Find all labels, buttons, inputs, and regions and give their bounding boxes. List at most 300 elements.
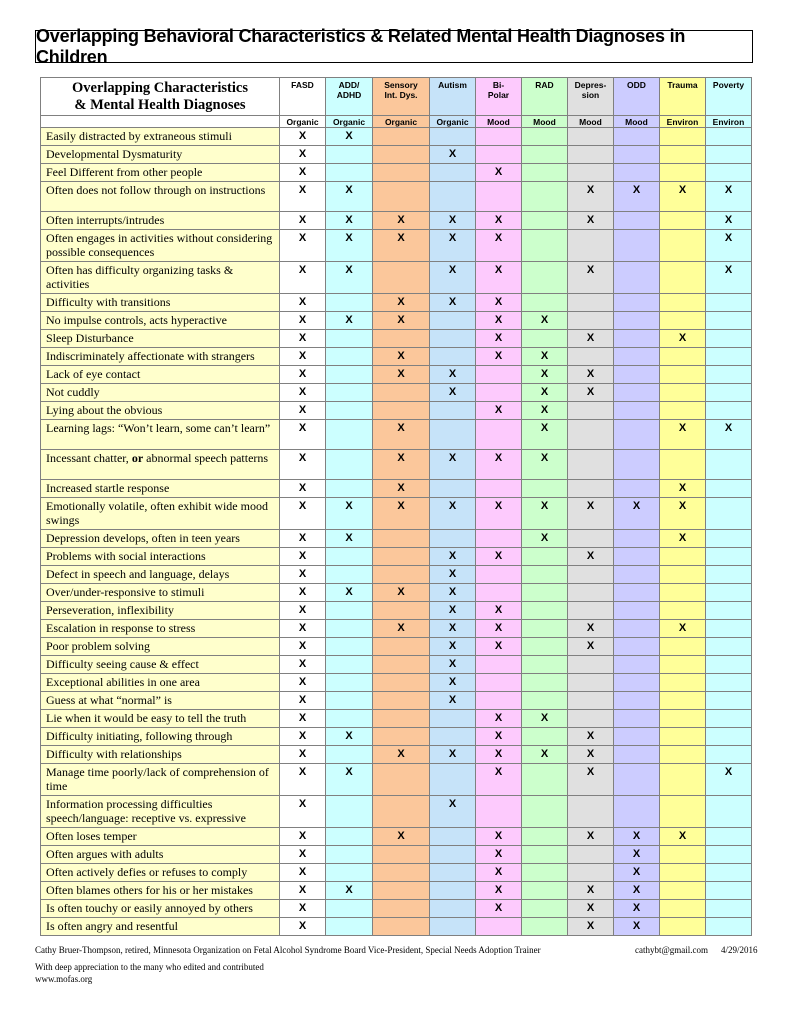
empty-cell bbox=[660, 548, 706, 566]
empty-cell bbox=[373, 602, 430, 620]
empty-cell bbox=[430, 530, 476, 548]
empty-cell bbox=[476, 384, 522, 402]
x-mark: X bbox=[568, 262, 614, 294]
empty-cell bbox=[326, 294, 373, 312]
empty-cell bbox=[568, 602, 614, 620]
x-mark: X bbox=[568, 366, 614, 384]
empty-cell bbox=[614, 146, 660, 164]
x-mark: X bbox=[430, 674, 476, 692]
x-mark: X bbox=[522, 530, 568, 548]
empty-cell bbox=[476, 366, 522, 384]
empty-cell bbox=[706, 864, 752, 882]
x-mark: X bbox=[706, 230, 752, 262]
empty-cell bbox=[430, 846, 476, 864]
empty-cell bbox=[660, 638, 706, 656]
empty-cell bbox=[373, 182, 430, 212]
empty-cell bbox=[660, 262, 706, 294]
x-mark: X bbox=[522, 450, 568, 480]
x-mark: X bbox=[373, 420, 430, 450]
empty-cell bbox=[522, 294, 568, 312]
empty-cell bbox=[706, 530, 752, 548]
x-mark: X bbox=[430, 746, 476, 764]
table-row bbox=[41, 584, 752, 602]
x-mark: X bbox=[430, 450, 476, 480]
x-mark: X bbox=[326, 312, 373, 330]
x-mark: X bbox=[326, 530, 373, 548]
empty-cell bbox=[706, 384, 752, 402]
x-mark: X bbox=[614, 918, 660, 936]
x-mark: X bbox=[568, 882, 614, 900]
x-mark: X bbox=[522, 384, 568, 402]
title-box bbox=[35, 25, 753, 67]
empty-cell bbox=[326, 146, 373, 164]
x-mark: X bbox=[476, 294, 522, 312]
row-label: Easily distracted by extraneous stimuli bbox=[41, 128, 280, 146]
table-row bbox=[41, 480, 752, 498]
x-mark: X bbox=[280, 638, 326, 656]
x-mark: X bbox=[280, 764, 326, 796]
table-row bbox=[41, 692, 752, 710]
corner-title-line2: & Mental Health Diagnoses bbox=[74, 96, 246, 113]
row-label: Often blames others for his or her mistakes bbox=[41, 882, 280, 900]
empty-cell bbox=[373, 402, 430, 420]
row-label: Lack of eye contact bbox=[41, 366, 280, 384]
empty-cell bbox=[430, 864, 476, 882]
x-mark: X bbox=[476, 900, 522, 918]
empty-cell bbox=[660, 846, 706, 864]
empty-cell bbox=[326, 480, 373, 498]
empty-cell bbox=[373, 728, 430, 746]
empty-cell bbox=[568, 584, 614, 602]
table-row bbox=[41, 796, 752, 828]
column-type: Environ bbox=[660, 116, 706, 128]
empty-cell bbox=[522, 164, 568, 182]
empty-cell bbox=[522, 146, 568, 164]
column-type: Mood bbox=[522, 116, 568, 128]
x-mark: X bbox=[373, 450, 430, 480]
x-mark: X bbox=[430, 294, 476, 312]
empty-cell bbox=[522, 674, 568, 692]
table-row bbox=[41, 656, 752, 674]
row-label: Poor problem solving bbox=[41, 638, 280, 656]
x-mark: X bbox=[568, 548, 614, 566]
empty-cell bbox=[568, 146, 614, 164]
empty-cell bbox=[614, 728, 660, 746]
x-mark: X bbox=[430, 498, 476, 530]
empty-cell bbox=[476, 692, 522, 710]
x-mark: X bbox=[326, 182, 373, 212]
empty-cell bbox=[660, 602, 706, 620]
empty-cell bbox=[614, 602, 660, 620]
row-label: Often loses temper bbox=[41, 828, 280, 846]
empty-cell bbox=[568, 656, 614, 674]
empty-cell bbox=[706, 164, 752, 182]
empty-cell bbox=[522, 692, 568, 710]
x-mark: X bbox=[660, 330, 706, 348]
column-type: Organic bbox=[280, 116, 326, 128]
empty-cell bbox=[614, 764, 660, 796]
empty-cell bbox=[430, 882, 476, 900]
empty-cell bbox=[326, 402, 373, 420]
empty-cell bbox=[522, 212, 568, 230]
column-header: Depres- sion bbox=[568, 78, 614, 116]
x-mark: X bbox=[568, 746, 614, 764]
x-mark: X bbox=[373, 584, 430, 602]
x-mark: X bbox=[373, 312, 430, 330]
column-header: Bi- Polar bbox=[476, 78, 522, 116]
empty-cell bbox=[326, 348, 373, 366]
empty-cell bbox=[614, 480, 660, 498]
x-mark: X bbox=[326, 882, 373, 900]
x-mark: X bbox=[373, 746, 430, 764]
x-mark: X bbox=[280, 864, 326, 882]
row-label: Guess at what “normal” is bbox=[41, 692, 280, 710]
table-row bbox=[41, 182, 752, 212]
x-mark: X bbox=[373, 498, 430, 530]
x-mark: X bbox=[568, 620, 614, 638]
empty-cell bbox=[476, 674, 522, 692]
x-mark: X bbox=[614, 900, 660, 918]
x-mark: X bbox=[476, 548, 522, 566]
empty-cell bbox=[522, 796, 568, 828]
empty-cell bbox=[706, 746, 752, 764]
empty-cell bbox=[430, 164, 476, 182]
x-mark: X bbox=[280, 420, 326, 450]
empty-cell bbox=[326, 674, 373, 692]
x-mark: X bbox=[476, 620, 522, 638]
empty-cell bbox=[326, 164, 373, 182]
empty-cell bbox=[326, 796, 373, 828]
empty-cell bbox=[614, 674, 660, 692]
empty-cell bbox=[430, 312, 476, 330]
x-mark: X bbox=[476, 312, 522, 330]
empty-cell bbox=[706, 450, 752, 480]
x-mark: X bbox=[476, 330, 522, 348]
table-row bbox=[41, 330, 752, 348]
empty-cell bbox=[660, 366, 706, 384]
table-row bbox=[41, 728, 752, 746]
empty-cell bbox=[706, 294, 752, 312]
x-mark: X bbox=[326, 728, 373, 746]
empty-cell bbox=[326, 450, 373, 480]
x-mark: X bbox=[280, 918, 326, 936]
x-mark: X bbox=[280, 656, 326, 674]
x-mark: X bbox=[430, 602, 476, 620]
empty-cell bbox=[706, 656, 752, 674]
empty-cell bbox=[522, 128, 568, 146]
empty-cell bbox=[522, 182, 568, 212]
empty-cell bbox=[326, 366, 373, 384]
empty-cell bbox=[430, 402, 476, 420]
empty-cell bbox=[373, 384, 430, 402]
empty-cell bbox=[476, 656, 522, 674]
x-mark: X bbox=[522, 366, 568, 384]
empty-cell bbox=[568, 674, 614, 692]
table-row bbox=[41, 764, 752, 796]
row-label: Not cuddly bbox=[41, 384, 280, 402]
empty-cell bbox=[476, 796, 522, 828]
empty-cell bbox=[522, 620, 568, 638]
row-label: Perseveration, inflexibility bbox=[41, 602, 280, 620]
x-mark: X bbox=[280, 146, 326, 164]
x-mark: X bbox=[568, 728, 614, 746]
x-mark: X bbox=[280, 548, 326, 566]
column-header: RAD bbox=[522, 78, 568, 116]
table-row bbox=[41, 918, 752, 936]
empty-cell bbox=[706, 882, 752, 900]
row-label: Emotionally volatile, often exhibit wide mood swings bbox=[41, 498, 280, 530]
empty-cell bbox=[373, 882, 430, 900]
empty-cell bbox=[706, 638, 752, 656]
empty-cell bbox=[706, 796, 752, 828]
empty-cell bbox=[568, 128, 614, 146]
x-mark: X bbox=[660, 530, 706, 548]
empty-cell bbox=[614, 638, 660, 656]
empty-cell bbox=[660, 128, 706, 146]
empty-cell bbox=[660, 918, 706, 936]
empty-cell bbox=[373, 900, 430, 918]
empty-cell bbox=[430, 728, 476, 746]
empty-cell bbox=[706, 900, 752, 918]
empty-cell bbox=[326, 330, 373, 348]
row-label: Incessant chatter, or abnormal speech patterns bbox=[41, 450, 280, 480]
x-mark: X bbox=[568, 764, 614, 796]
table-row bbox=[41, 450, 752, 480]
empty-cell bbox=[522, 846, 568, 864]
empty-cell bbox=[430, 710, 476, 728]
x-mark: X bbox=[568, 918, 614, 936]
empty-cell bbox=[706, 620, 752, 638]
row-label: Often interrupts/intrudes bbox=[41, 212, 280, 230]
x-mark: X bbox=[476, 746, 522, 764]
x-mark: X bbox=[476, 402, 522, 420]
row-label: Often argues with adults bbox=[41, 846, 280, 864]
x-mark: X bbox=[280, 602, 326, 620]
x-mark: X bbox=[430, 366, 476, 384]
x-mark: X bbox=[280, 728, 326, 746]
table-row bbox=[41, 212, 752, 230]
empty-cell bbox=[373, 128, 430, 146]
empty-cell bbox=[476, 584, 522, 602]
row-label: Difficulty initiating, following through bbox=[41, 728, 280, 746]
x-mark: X bbox=[280, 882, 326, 900]
x-mark: X bbox=[373, 294, 430, 312]
x-mark: X bbox=[326, 584, 373, 602]
empty-cell bbox=[614, 548, 660, 566]
row-label: Feel Different from other people bbox=[41, 164, 280, 182]
empty-cell bbox=[706, 692, 752, 710]
x-mark: X bbox=[280, 710, 326, 728]
table-row bbox=[41, 384, 752, 402]
empty-cell bbox=[660, 348, 706, 366]
x-mark: X bbox=[568, 330, 614, 348]
empty-cell bbox=[706, 402, 752, 420]
x-mark: X bbox=[476, 846, 522, 864]
empty-cell bbox=[326, 864, 373, 882]
empty-cell bbox=[614, 620, 660, 638]
empty-cell bbox=[660, 312, 706, 330]
empty-cell bbox=[706, 146, 752, 164]
row-label: Over/under-responsive to stimuli bbox=[41, 584, 280, 602]
x-mark: X bbox=[660, 420, 706, 450]
row-label: Exceptional abilities in one area bbox=[41, 674, 280, 692]
empty-cell bbox=[373, 864, 430, 882]
empty-cell bbox=[568, 566, 614, 584]
empty-cell bbox=[326, 828, 373, 846]
empty-cell bbox=[706, 128, 752, 146]
empty-cell bbox=[660, 656, 706, 674]
x-mark: X bbox=[660, 828, 706, 846]
x-mark: X bbox=[373, 230, 430, 262]
x-mark: X bbox=[430, 548, 476, 566]
empty-cell bbox=[706, 728, 752, 746]
row-label: No impulse controls, acts hyperactive bbox=[41, 312, 280, 330]
empty-cell bbox=[522, 230, 568, 262]
row-label: Developmental Dysmaturity bbox=[41, 146, 280, 164]
empty-cell bbox=[568, 348, 614, 366]
empty-cell bbox=[568, 402, 614, 420]
x-mark: X bbox=[280, 746, 326, 764]
x-mark: X bbox=[326, 498, 373, 530]
x-mark: X bbox=[373, 480, 430, 498]
row-label: Often actively defies or refuses to comply bbox=[41, 864, 280, 882]
empty-cell bbox=[568, 230, 614, 262]
table-corner-title bbox=[41, 78, 280, 116]
table-row bbox=[41, 262, 752, 294]
x-mark: X bbox=[476, 764, 522, 796]
empty-cell bbox=[706, 480, 752, 498]
footer-email: cathybt@gmail.com bbox=[635, 945, 709, 955]
row-label: Difficulty with relationships bbox=[41, 746, 280, 764]
table-row bbox=[41, 128, 752, 146]
x-mark: X bbox=[614, 882, 660, 900]
table-row bbox=[41, 638, 752, 656]
x-mark: X bbox=[476, 164, 522, 182]
row-label: Escalation in response to stress bbox=[41, 620, 280, 638]
table-row bbox=[41, 348, 752, 366]
empty-cell bbox=[326, 692, 373, 710]
row-label: Sleep Disturbance bbox=[41, 330, 280, 348]
empty-cell bbox=[660, 674, 706, 692]
empty-cell bbox=[706, 584, 752, 602]
table-row bbox=[41, 674, 752, 692]
table-row bbox=[41, 498, 752, 530]
empty-cell bbox=[326, 548, 373, 566]
column-type: Organic bbox=[326, 116, 373, 128]
empty-cell bbox=[568, 450, 614, 480]
x-mark: X bbox=[280, 212, 326, 230]
x-mark: X bbox=[660, 480, 706, 498]
x-mark: X bbox=[660, 498, 706, 530]
table-row bbox=[41, 602, 752, 620]
empty-cell bbox=[430, 764, 476, 796]
x-mark: X bbox=[568, 498, 614, 530]
x-mark: X bbox=[430, 656, 476, 674]
row-label: Lie when it would be easy to tell the truth bbox=[41, 710, 280, 728]
emphasized-word: or bbox=[131, 451, 144, 465]
x-mark: X bbox=[522, 710, 568, 728]
empty-cell bbox=[522, 656, 568, 674]
x-mark: X bbox=[326, 230, 373, 262]
empty-cell bbox=[373, 566, 430, 584]
x-mark: X bbox=[522, 402, 568, 420]
empty-cell bbox=[326, 656, 373, 674]
empty-cell bbox=[706, 674, 752, 692]
row-label: Is often touchy or easily annoyed by others bbox=[41, 900, 280, 918]
x-mark: X bbox=[614, 864, 660, 882]
x-mark: X bbox=[430, 146, 476, 164]
empty-cell bbox=[326, 384, 373, 402]
empty-cell bbox=[568, 692, 614, 710]
empty-cell bbox=[614, 656, 660, 674]
empty-cell bbox=[660, 882, 706, 900]
empty-cell bbox=[660, 710, 706, 728]
table-row bbox=[41, 828, 752, 846]
empty-cell bbox=[660, 164, 706, 182]
footer-website: www.mofas.org bbox=[35, 974, 93, 984]
empty-cell bbox=[430, 348, 476, 366]
x-mark: X bbox=[430, 566, 476, 584]
column-type: Mood bbox=[476, 116, 522, 128]
x-mark: X bbox=[476, 864, 522, 882]
x-mark: X bbox=[280, 384, 326, 402]
empty-cell bbox=[614, 746, 660, 764]
empty-cell bbox=[373, 918, 430, 936]
empty-cell bbox=[326, 746, 373, 764]
empty-cell bbox=[614, 330, 660, 348]
x-mark: X bbox=[280, 566, 326, 584]
empty-cell bbox=[522, 728, 568, 746]
corner-title-line1: Overlapping Characteristics bbox=[72, 79, 248, 96]
x-mark: X bbox=[568, 828, 614, 846]
table-row bbox=[41, 146, 752, 164]
empty-cell bbox=[430, 900, 476, 918]
table-row bbox=[41, 864, 752, 882]
empty-cell bbox=[660, 146, 706, 164]
empty-cell bbox=[660, 900, 706, 918]
x-mark: X bbox=[280, 692, 326, 710]
x-mark: X bbox=[476, 450, 522, 480]
empty-cell bbox=[522, 638, 568, 656]
table-row bbox=[41, 530, 752, 548]
empty-cell bbox=[476, 146, 522, 164]
empty-cell bbox=[522, 548, 568, 566]
row-label: Learning lags: “Won’t learn, some can’t learn” bbox=[41, 420, 280, 450]
empty-cell bbox=[660, 384, 706, 402]
x-mark: X bbox=[430, 692, 476, 710]
empty-cell bbox=[568, 846, 614, 864]
empty-cell bbox=[476, 128, 522, 146]
x-mark: X bbox=[522, 348, 568, 366]
empty-cell bbox=[660, 230, 706, 262]
table-row bbox=[41, 620, 752, 638]
empty-cell bbox=[430, 330, 476, 348]
table-row bbox=[41, 312, 752, 330]
empty-cell bbox=[326, 710, 373, 728]
x-mark: X bbox=[568, 212, 614, 230]
table-row bbox=[41, 420, 752, 450]
x-mark: X bbox=[280, 348, 326, 366]
empty-cell bbox=[568, 420, 614, 450]
empty-cell bbox=[373, 674, 430, 692]
x-mark: X bbox=[568, 638, 614, 656]
x-mark: X bbox=[476, 498, 522, 530]
empty-cell bbox=[522, 900, 568, 918]
empty-cell bbox=[476, 566, 522, 584]
empty-cell bbox=[326, 638, 373, 656]
column-header: FASD bbox=[280, 78, 326, 116]
empty-cell bbox=[614, 164, 660, 182]
